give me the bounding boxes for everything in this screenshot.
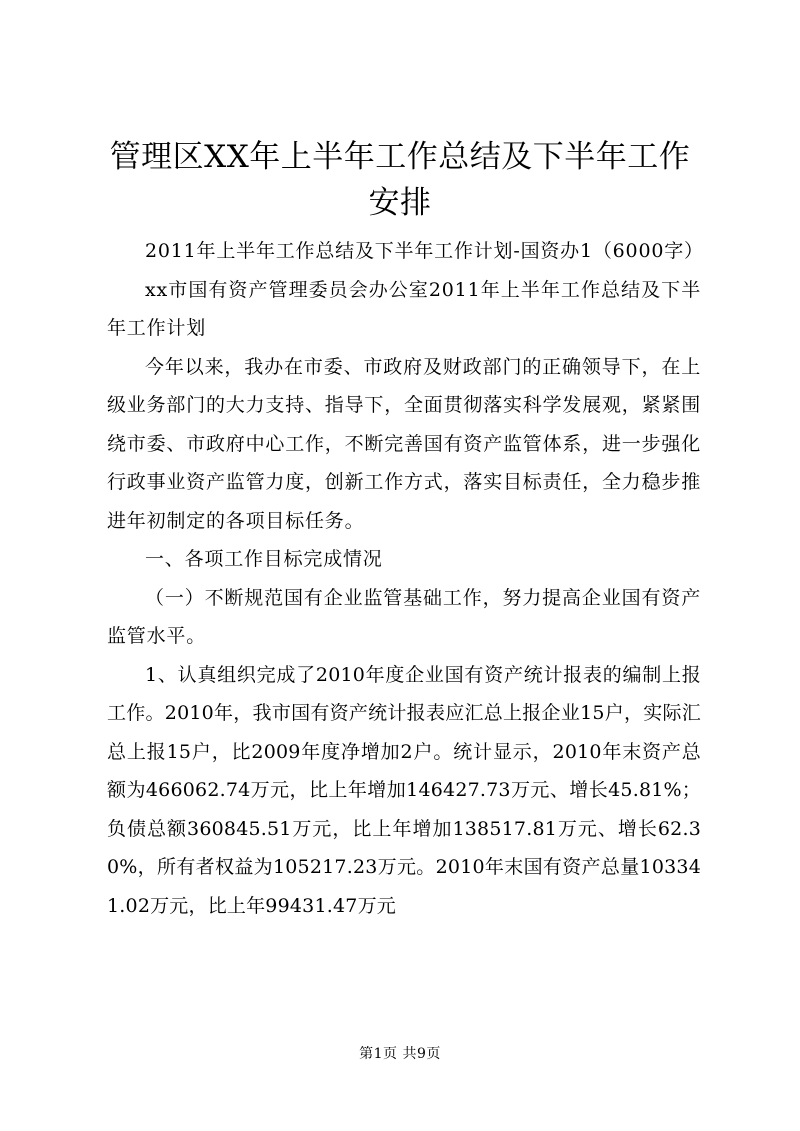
paragraph-subtitle: 2011年上半年工作总结及下半年工作计划-国资办1（6000字） <box>145 240 704 262</box>
section-heading-1: 一、各项工作目标完成情况 <box>145 548 383 570</box>
paragraph-office-heading: xx市国有资产管理委员会办公室2011年上半年工作总结及下半年工作计划 <box>107 278 701 339</box>
paragraph-item-1: 1、认真组织完成了2010年度企业国有资产统计报表的编制上报工作。2010年，我市国有资产统计报表应汇总上报企业15户，实际汇总上报15户，比2009年度净增加2户。统计显示，2010年末资产总额为466062.74万元，比上年增加146427.73万元、增长45.81%；负债总额360845.51万元，比上年增加138517.81万元、增长62.30%，所有者权益为105217.23万元。2010年末国有资产总量103341.02万元，比上年99431.47万元 <box>107 663 701 917</box>
paragraph-intro: 今年以来，我办在市委、市政府及财政部门的正确领导下，在上级业务部门的大力支持、指导下，全面贯彻落实科学发展观，紧紧围绕市委、市政府中心工作，不断完善国有资产监管体系，进一步强化行政事业资产监管力度，创新工作方式，落实目标责任，全力稳步推进年初制定的各项目标任务。 <box>107 355 702 532</box>
subsection-heading-1: （一）不断规范国有企业监管基础工作，努力提高企业国有资产监管水平。 <box>107 586 701 647</box>
page-number-footer: 第1页 共9页 <box>359 1046 441 1062</box>
document-body <box>107 232 704 925</box>
document-title: 管理区XX年上半年工作总结及下半年工作安排 <box>109 139 691 221</box>
